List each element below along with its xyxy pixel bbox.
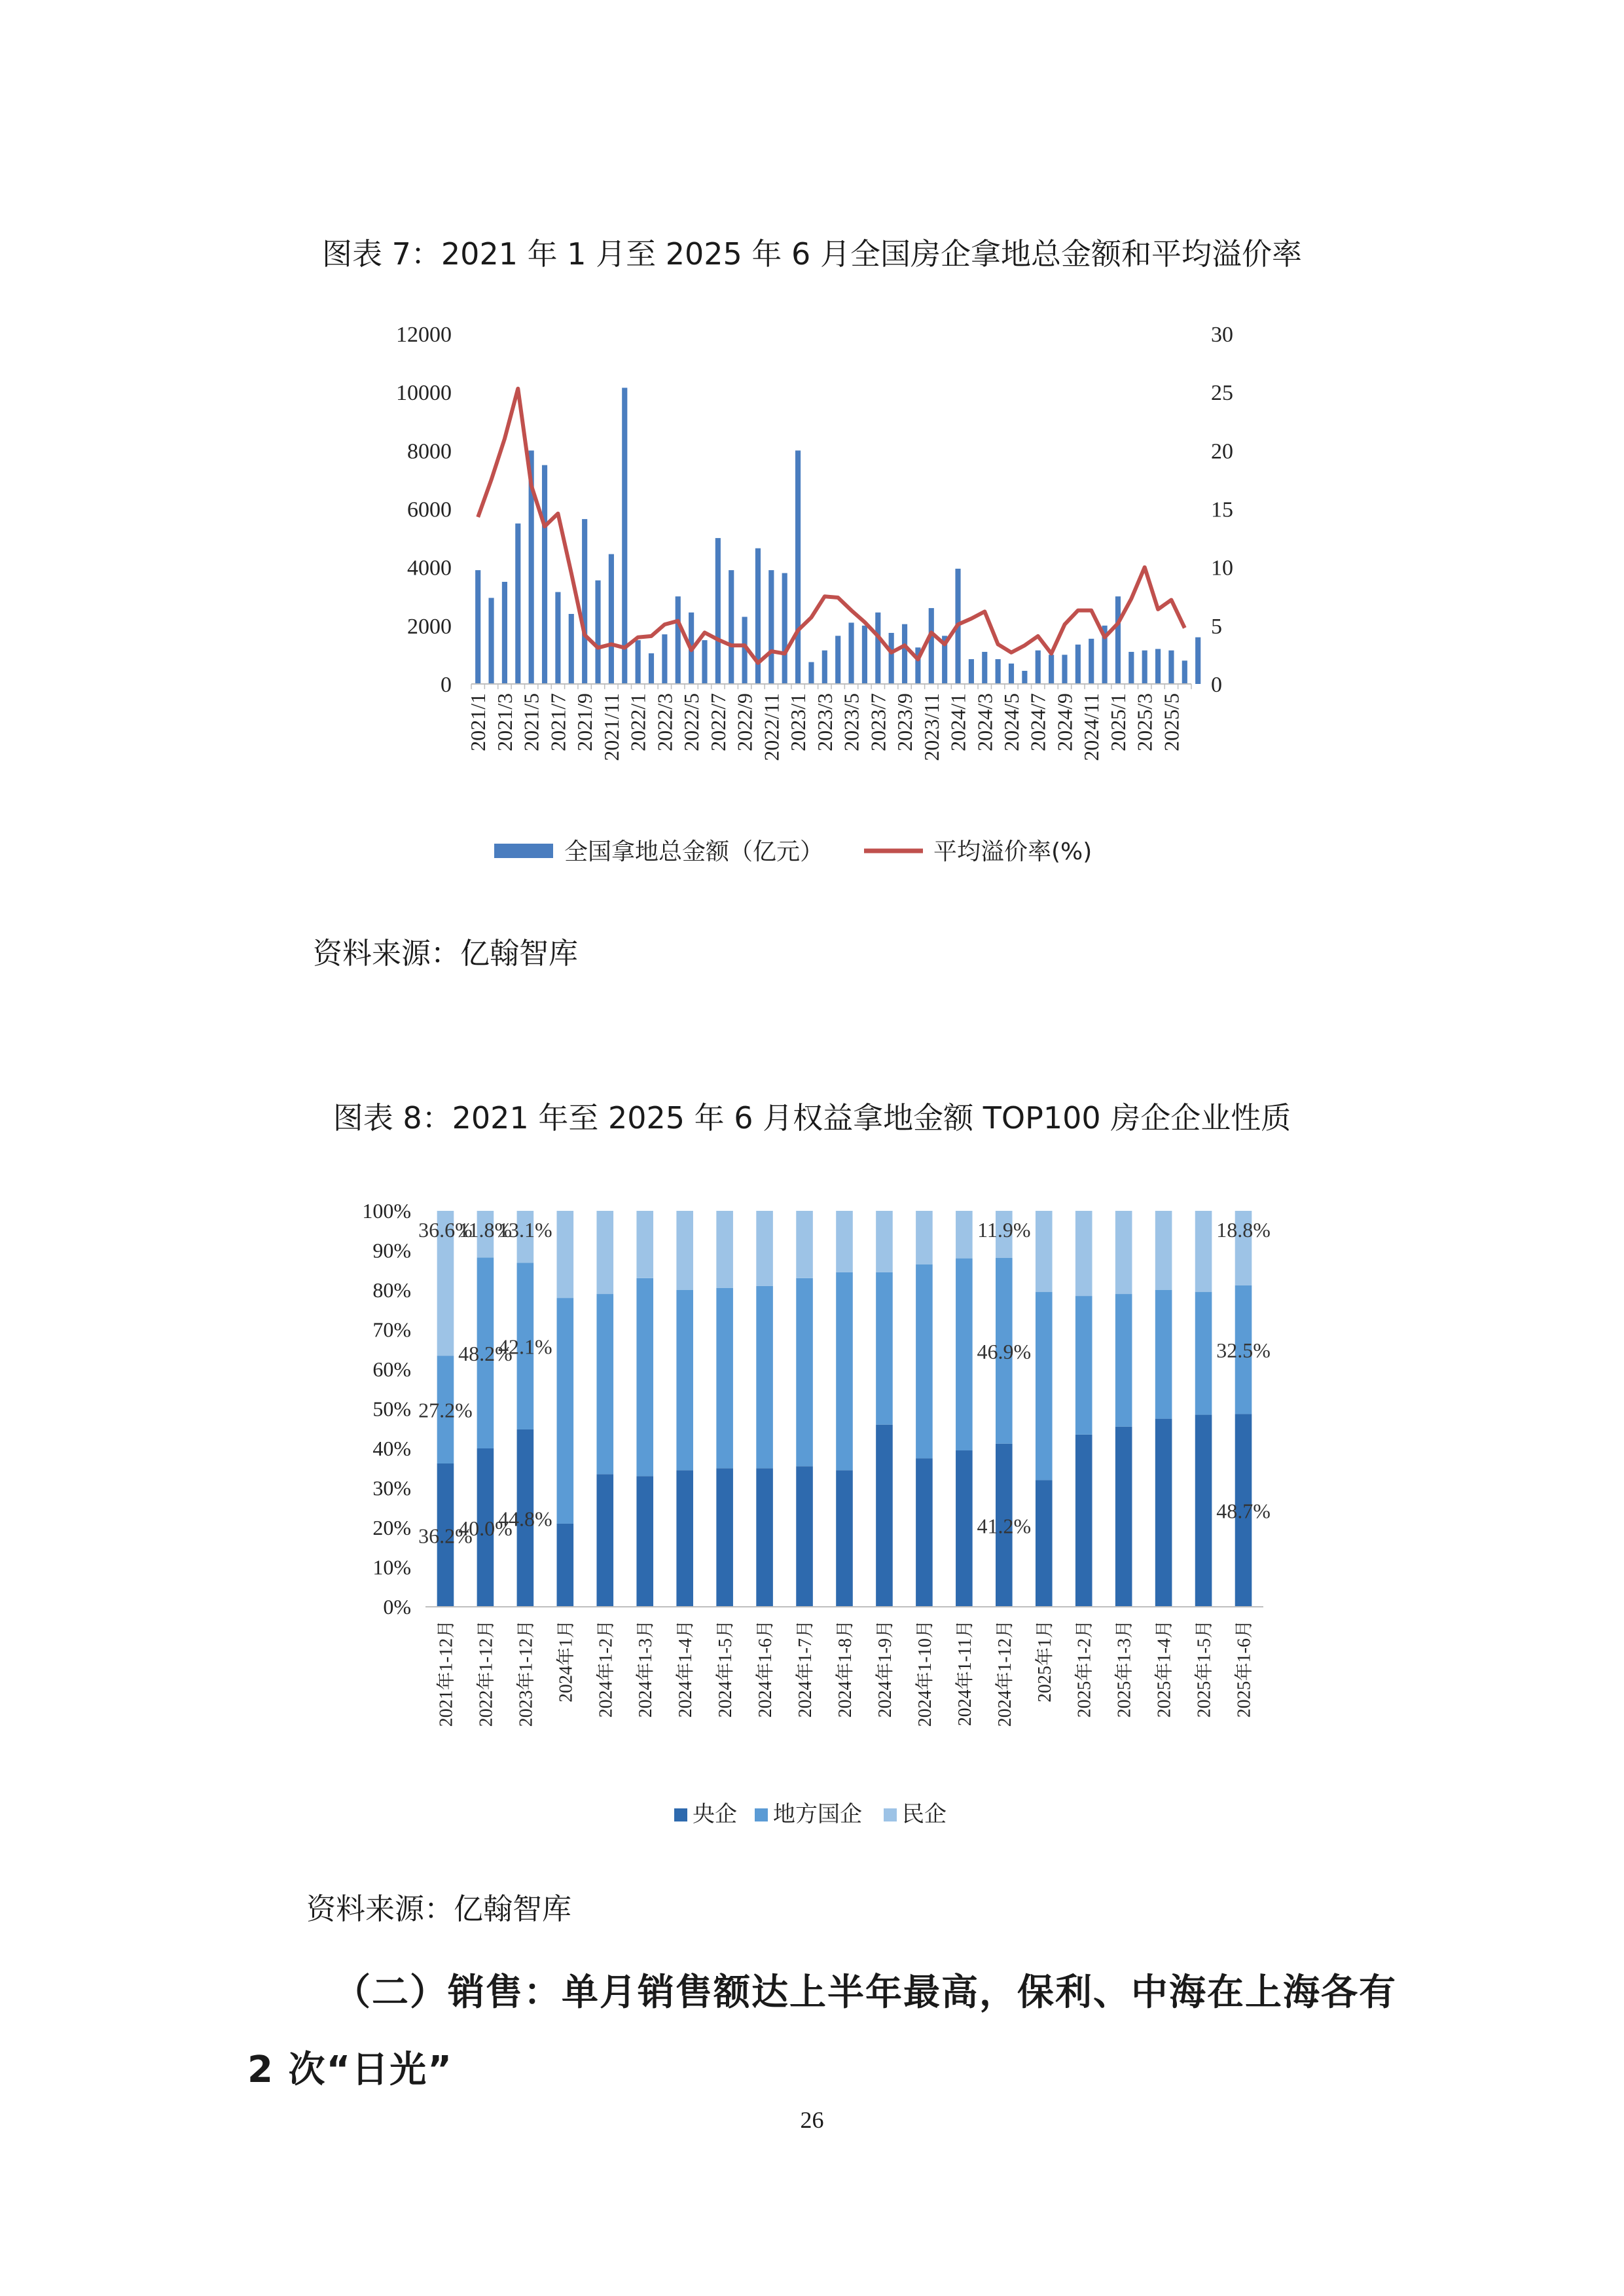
amount-bar [1009, 664, 1014, 684]
right-axis-tick: 30 [1211, 323, 1233, 347]
x-tick-label: 2021/3 [492, 693, 516, 751]
x-tick-label: 2024年1-12月 [994, 1620, 1015, 1727]
data-label: 18.8% [1216, 1218, 1271, 1242]
amount-bar [582, 519, 587, 684]
right-axis-tick: 10 [1211, 556, 1233, 581]
stacked-bar-segment [1195, 1292, 1212, 1415]
stacked-bar-segment [1155, 1419, 1172, 1607]
right-axis-tick: 15 [1211, 497, 1233, 522]
legend-label: 央企 [693, 1801, 737, 1827]
stacked-bar-segment [956, 1259, 973, 1450]
stacked-bar-segment [557, 1524, 574, 1607]
x-tick-label: 2023/11 [919, 693, 943, 761]
stacked-bar-segment [636, 1278, 653, 1477]
amount-bar [622, 387, 627, 684]
data-label: 40.0% [458, 1516, 513, 1540]
x-tick-label: 2023/9 [893, 693, 917, 751]
amount-bar [1155, 649, 1161, 685]
stacked-bar-segment [1036, 1292, 1053, 1480]
data-label: 48.2% [458, 1342, 513, 1366]
x-tick-label: 2024/1 [946, 693, 970, 751]
stacked-bar-segment [876, 1425, 893, 1607]
x-tick-label: 2021/1 [466, 693, 490, 751]
legend-swatch-amount [494, 844, 553, 858]
amount-bar [795, 450, 801, 684]
x-tick-label: 2021/9 [573, 693, 597, 751]
stacked-bar-segment [1075, 1296, 1092, 1435]
x-tick-label: 2021年1-12月 [436, 1620, 457, 1727]
stacked-bar-segment [1155, 1211, 1172, 1290]
y-tick-label: 80% [372, 1278, 411, 1302]
x-tick-label: 2022/11 [759, 693, 784, 761]
amount-bar [1089, 639, 1094, 684]
amount-bar [542, 465, 547, 684]
x-tick-label: 2021/5 [519, 693, 543, 751]
data-label: 27.2% [418, 1398, 473, 1422]
data-label: 41.2% [977, 1514, 1032, 1538]
stacked-bar-segment [876, 1211, 893, 1272]
x-tick-label: 2024年1-10月 [914, 1620, 935, 1727]
data-label: 11.8% [458, 1218, 513, 1242]
stacked-bar-segment [716, 1288, 733, 1468]
amount-bar [595, 581, 600, 684]
stacked-bar-segment [796, 1466, 813, 1607]
stacked-bar-segment [916, 1265, 933, 1458]
right-axis-tick: 0 [1211, 673, 1222, 697]
x-tick-label: 2025年1-2月 [1074, 1620, 1095, 1718]
data-label: 44.8% [498, 1507, 552, 1531]
y-tick-label: 100% [362, 1199, 411, 1223]
amount-bar [555, 592, 560, 684]
amount-bar [808, 662, 814, 684]
stacked-bar-segment [756, 1468, 773, 1607]
legend-swatch [884, 1808, 897, 1821]
x-tick-label: 2024/11 [1079, 693, 1104, 761]
left-axis-tick: 6000 [407, 497, 452, 522]
stacked-bar-segment [1075, 1435, 1092, 1607]
amount-bar [636, 640, 641, 684]
stacked-bar-segment [1075, 1211, 1092, 1296]
stacked-bar-segment [557, 1298, 574, 1524]
x-tick-label: 2022/1 [626, 693, 650, 751]
x-tick-label: 2023/7 [866, 693, 890, 751]
x-tick-label: 2024年1月 [556, 1620, 577, 1703]
x-tick-label: 2025/1 [1106, 693, 1130, 751]
stacked-bar-segment [636, 1476, 653, 1607]
amount-bar [662, 634, 667, 684]
stacked-bar-segment [1195, 1415, 1212, 1607]
amount-bar [475, 570, 480, 684]
data-label: 42.1% [498, 1335, 552, 1359]
amount-bar [1049, 655, 1054, 684]
x-tick-label: 2025年1-6月 [1234, 1620, 1255, 1718]
x-tick-label: 2024/7 [1026, 693, 1050, 751]
x-tick-label: 2025/3 [1132, 693, 1157, 751]
data-label: 11.9% [977, 1218, 1031, 1242]
data-label: 36.6% [418, 1218, 473, 1242]
stacked-bar-segment [676, 1211, 693, 1290]
y-tick-label: 10% [372, 1555, 411, 1579]
stacked-bar-segment [756, 1286, 773, 1468]
amount-bar [569, 614, 574, 684]
stacked-bar-segment [836, 1211, 853, 1272]
data-label: 32.5% [1216, 1338, 1271, 1363]
stacked-bar-segment [956, 1211, 973, 1259]
stacked-bar-segment [557, 1211, 574, 1298]
legend-swatch [755, 1808, 768, 1821]
amount-bar [609, 554, 614, 684]
left-axis-tick: 12000 [396, 323, 452, 347]
left-axis-tick: 0 [441, 673, 452, 697]
data-label: 46.9% [977, 1339, 1032, 1363]
amount-bar [768, 570, 774, 684]
stacked-bar-segment [1115, 1427, 1132, 1607]
stacked-bar-segment [916, 1458, 933, 1607]
y-tick-label: 90% [372, 1238, 411, 1263]
amount-bar [676, 596, 681, 684]
data-label: 13.1% [498, 1218, 552, 1242]
amount-bar [1182, 660, 1187, 684]
legend-label-rate: 平均溢价率(%) [933, 838, 1092, 865]
amount-bar [702, 640, 707, 684]
y-tick-label: 50% [372, 1397, 411, 1421]
x-tick-label: 2022/9 [732, 693, 757, 751]
chart8-svg [334, 1178, 1303, 1839]
x-tick-label: 2024年1-3月 [636, 1620, 657, 1718]
amount-bar [1115, 596, 1121, 684]
amount-bar [1062, 655, 1067, 684]
amount-bar [902, 624, 907, 684]
right-axis-tick: 25 [1211, 381, 1233, 406]
left-axis-tick: 4000 [407, 556, 452, 581]
section-heading-line1: （二）销售：单月销售额达上半年最高，保利、中海在上海各有 [334, 1971, 1397, 2014]
x-tick-label: 2024年1-8月 [835, 1620, 856, 1718]
x-tick-label: 2021/7 [546, 693, 570, 751]
stacked-bar-segment [596, 1211, 613, 1294]
y-tick-label: 70% [372, 1318, 411, 1342]
x-tick-label: 2022/3 [653, 693, 677, 751]
chart7-source: 资料来源：亿翰智库 [313, 936, 579, 971]
amount-bar [996, 659, 1001, 684]
x-tick-label: 2024/3 [973, 693, 997, 751]
stacked-bar-segment [676, 1290, 693, 1470]
left-axis-tick: 2000 [407, 614, 452, 639]
stacked-bar-segment [836, 1470, 853, 1607]
stacked-bar-segment [1195, 1211, 1212, 1292]
amount-bar [875, 613, 880, 684]
stacked-bar-segment [756, 1211, 773, 1286]
x-tick-label: 2022/5 [679, 693, 704, 751]
x-tick-label: 2024年1-4月 [676, 1620, 696, 1718]
amount-bar [1168, 651, 1174, 684]
x-tick-label: 2025/5 [1159, 693, 1183, 751]
stacked-bar-segment [1036, 1211, 1053, 1292]
stacked-bar-segment [796, 1278, 813, 1466]
x-tick-label: 2022年1-12月 [476, 1620, 497, 1727]
legend-label: 民企 [902, 1801, 947, 1827]
amount-bar [502, 582, 507, 684]
x-tick-label: 2023/5 [839, 693, 863, 751]
y-tick-label: 20% [372, 1516, 411, 1539]
stacked-bar-segment [596, 1294, 613, 1474]
x-tick-label: 2024年1-11月 [954, 1620, 975, 1727]
amount-bar [1036, 651, 1041, 684]
x-tick-label: 2023/3 [812, 693, 837, 751]
amount-bar [982, 652, 987, 684]
x-tick-label: 2024年1-9月 [875, 1620, 895, 1718]
amount-bar [1142, 651, 1147, 684]
amount-bar [889, 633, 894, 684]
amount-bar [782, 573, 787, 684]
x-tick-label: 2025年1-3月 [1114, 1620, 1135, 1718]
x-tick-label: 2021/11 [599, 693, 623, 761]
y-tick-label: 0% [383, 1595, 411, 1619]
x-tick-label: 2023年1-12月 [516, 1620, 537, 1727]
amount-bar [1022, 671, 1027, 684]
x-tick-label: 2025年1月 [1034, 1620, 1055, 1703]
amount-bar [848, 622, 854, 684]
x-tick-label: 2022/7 [706, 693, 730, 751]
x-tick-label: 2024年1-7月 [795, 1620, 816, 1718]
stacked-bar-segment [1115, 1294, 1132, 1427]
right-axis-tick: 5 [1211, 614, 1222, 639]
stacked-bar-segment [1155, 1290, 1172, 1419]
amount-bar [1128, 652, 1134, 684]
stacked-bar-segment [836, 1272, 853, 1470]
y-tick-label: 30% [372, 1476, 411, 1500]
amount-bar [649, 653, 654, 684]
amount-bar [822, 651, 827, 684]
stacked-bar-segment [636, 1211, 653, 1278]
x-tick-label: 2025年1-5月 [1194, 1620, 1215, 1718]
stacked-bar-segment [876, 1272, 893, 1425]
amount-bar [488, 598, 494, 684]
stacked-bar-segment [916, 1211, 933, 1265]
amount-bar [515, 524, 520, 684]
chart7-svg [367, 308, 1257, 884]
legend-label: 地方国企 [773, 1801, 862, 1827]
y-tick-label: 40% [372, 1437, 411, 1460]
stacked-bar-segment [1036, 1480, 1053, 1607]
data-label: 36.2% [418, 1524, 473, 1548]
amount-bar [715, 538, 721, 684]
right-axis-tick: 20 [1211, 439, 1233, 464]
amount-bar [969, 659, 974, 684]
chart8-caption: 图表 8：2021 年至 2025 年 6 月权益拿地金额 TOP100 房企企业性质 [333, 1100, 1291, 1136]
x-tick-label: 2024/5 [1000, 693, 1023, 751]
x-tick-label: 2024/9 [1053, 693, 1077, 751]
chart8-source: 资料来源：亿翰智库 [306, 1892, 572, 1926]
x-tick-label: 2024年1-2月 [596, 1620, 617, 1718]
amount-bar [1075, 645, 1081, 684]
section-heading-line2: 2 次“日光” [247, 2049, 454, 2091]
stacked-bar-segment [796, 1211, 813, 1278]
legend-swatch [674, 1808, 687, 1821]
stacked-bar-segment [596, 1474, 613, 1607]
left-axis-tick: 10000 [396, 381, 452, 406]
stacked-bar-segment [676, 1470, 693, 1607]
data-label: 48.7% [1216, 1499, 1271, 1523]
left-axis-tick: 8000 [407, 439, 452, 464]
chart7-caption: 图表 7：2021 年 1 月至 2025 年 6 月全国房企拿地总金额和平均溢价率 [322, 236, 1302, 272]
stacked-bar-segment [956, 1450, 973, 1607]
stacked-bar-segment [1115, 1211, 1132, 1294]
amount-bar [1195, 637, 1200, 684]
amount-bar [929, 608, 934, 684]
x-tick-label: 2023/1 [786, 693, 810, 751]
amount-bar [862, 626, 867, 684]
x-tick-label: 2024年1-5月 [715, 1620, 736, 1718]
amount-bar [729, 570, 734, 684]
x-tick-label: 2024年1-6月 [755, 1620, 776, 1718]
y-tick-label: 60% [372, 1357, 411, 1381]
stacked-bar-segment [716, 1211, 733, 1288]
amount-bar [835, 636, 840, 684]
stacked-bar-segment [716, 1468, 733, 1607]
x-tick-label: 2025年1-4月 [1154, 1620, 1175, 1718]
legend-label-amount: 全国拿地总金额（亿元） [564, 838, 824, 865]
page-number: 26 [800, 2107, 824, 2133]
